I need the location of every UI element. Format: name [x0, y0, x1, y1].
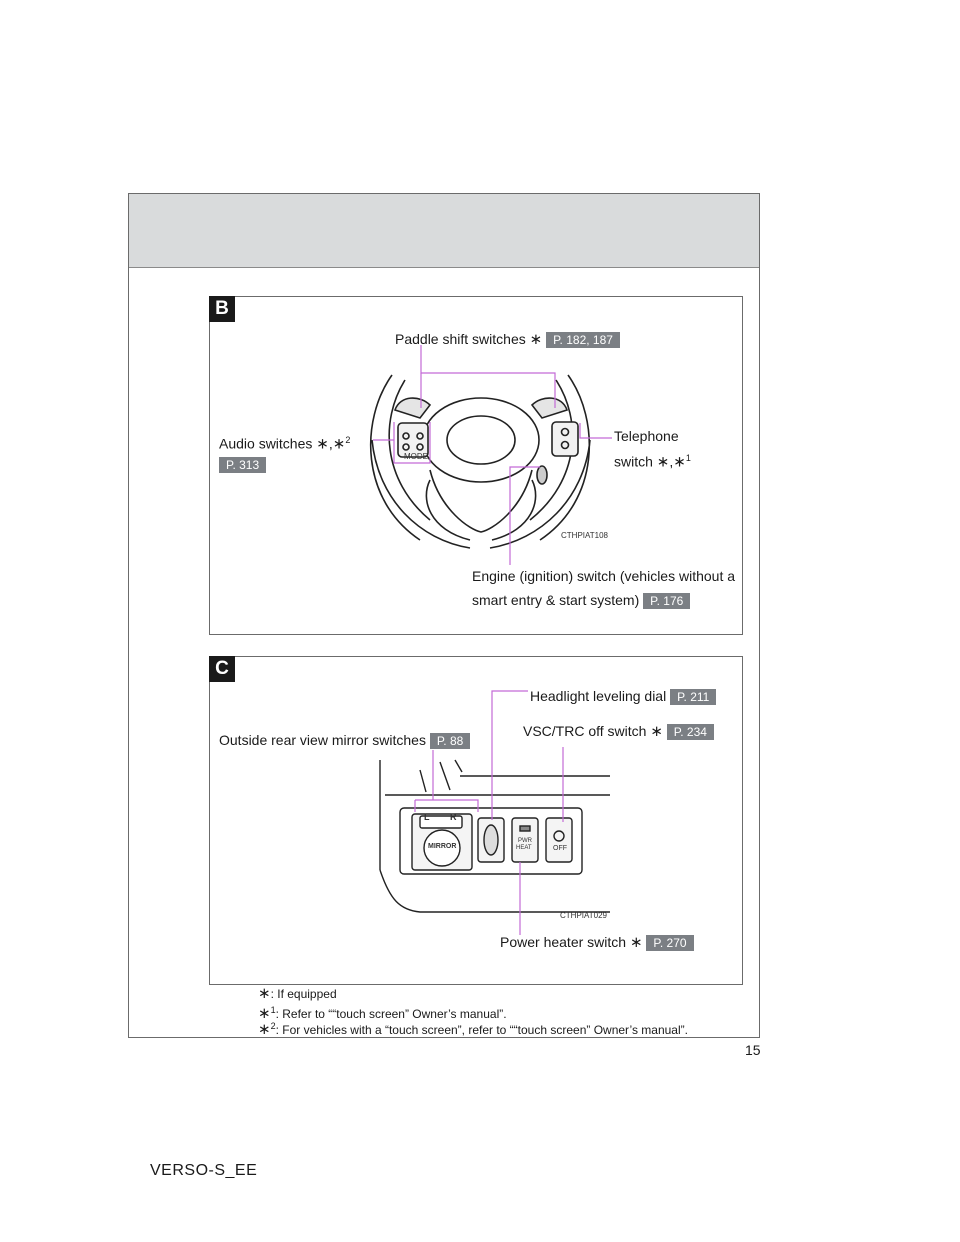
audio-switches-label: Audio switches ∗,∗$^2$ — [219, 435, 351, 453]
paddle-shift-label: Paddle shift switches ∗ P. 182, 187 — [395, 330, 620, 349]
model-code: VERSO-S_EE — [150, 1162, 258, 1179]
heat-label: HEAT — [516, 845, 532, 851]
mirror-l-label: L — [424, 812, 430, 822]
headlight-dial-label: Headlight leveling dial P. 211 — [530, 687, 716, 705]
power-heater-page-ref[interactable]: P. 270 — [646, 935, 693, 951]
telephone-label: Telephone switch ∗,∗$^1$ — [614, 428, 691, 471]
engine-switch-label: Engine (ignition) switch (vehicles without a smart entry & start system) P. 176 — [472, 568, 736, 608]
section-b-label: B — [209, 296, 235, 322]
footnote-if-equipped: ∗: If equipped — [258, 985, 337, 1002]
page-number: 15 — [745, 1042, 761, 1058]
footnote-1: ∗$^1$: Refer to ““touch screen” Owner’s manual”. — [258, 1005, 507, 1022]
footnote-2: ∗$^2$: For vehicles with a “touch screen”, refer to ““touch screen” Owner’s manual”. — [258, 1021, 688, 1038]
paddle-shift-page-ref[interactable]: P. 182, 187 — [546, 332, 620, 348]
mirror-dial-label: MIRROR — [428, 843, 457, 850]
mirror-r-label: R — [450, 812, 457, 822]
image-code-b: CTHPIAT108 — [561, 531, 608, 540]
vsc-trc-label: VSC/TRC off switch ∗ P. 234 — [523, 722, 714, 741]
mirror-switches-label: Outside rear view mirror switches P. 88 — [219, 731, 470, 749]
audio-page-ref[interactable]: P. 313 — [219, 457, 266, 473]
off-label: OFF — [553, 845, 567, 852]
headlight-page-ref[interactable]: P. 211 — [670, 689, 716, 705]
mode-button-label: MODE — [404, 452, 428, 461]
image-code-c: CTHPIAT029 — [560, 911, 607, 920]
section-c-label: C — [209, 656, 235, 682]
pwr-label: PWR — [518, 838, 532, 844]
mirror-page-ref[interactable]: P. 88 — [430, 733, 470, 749]
power-heater-label: Power heater switch ∗ P. 270 — [500, 933, 694, 952]
vsc-page-ref[interactable]: P. 234 — [667, 724, 714, 740]
engine-page-ref[interactable]: P. 176 — [643, 593, 690, 609]
